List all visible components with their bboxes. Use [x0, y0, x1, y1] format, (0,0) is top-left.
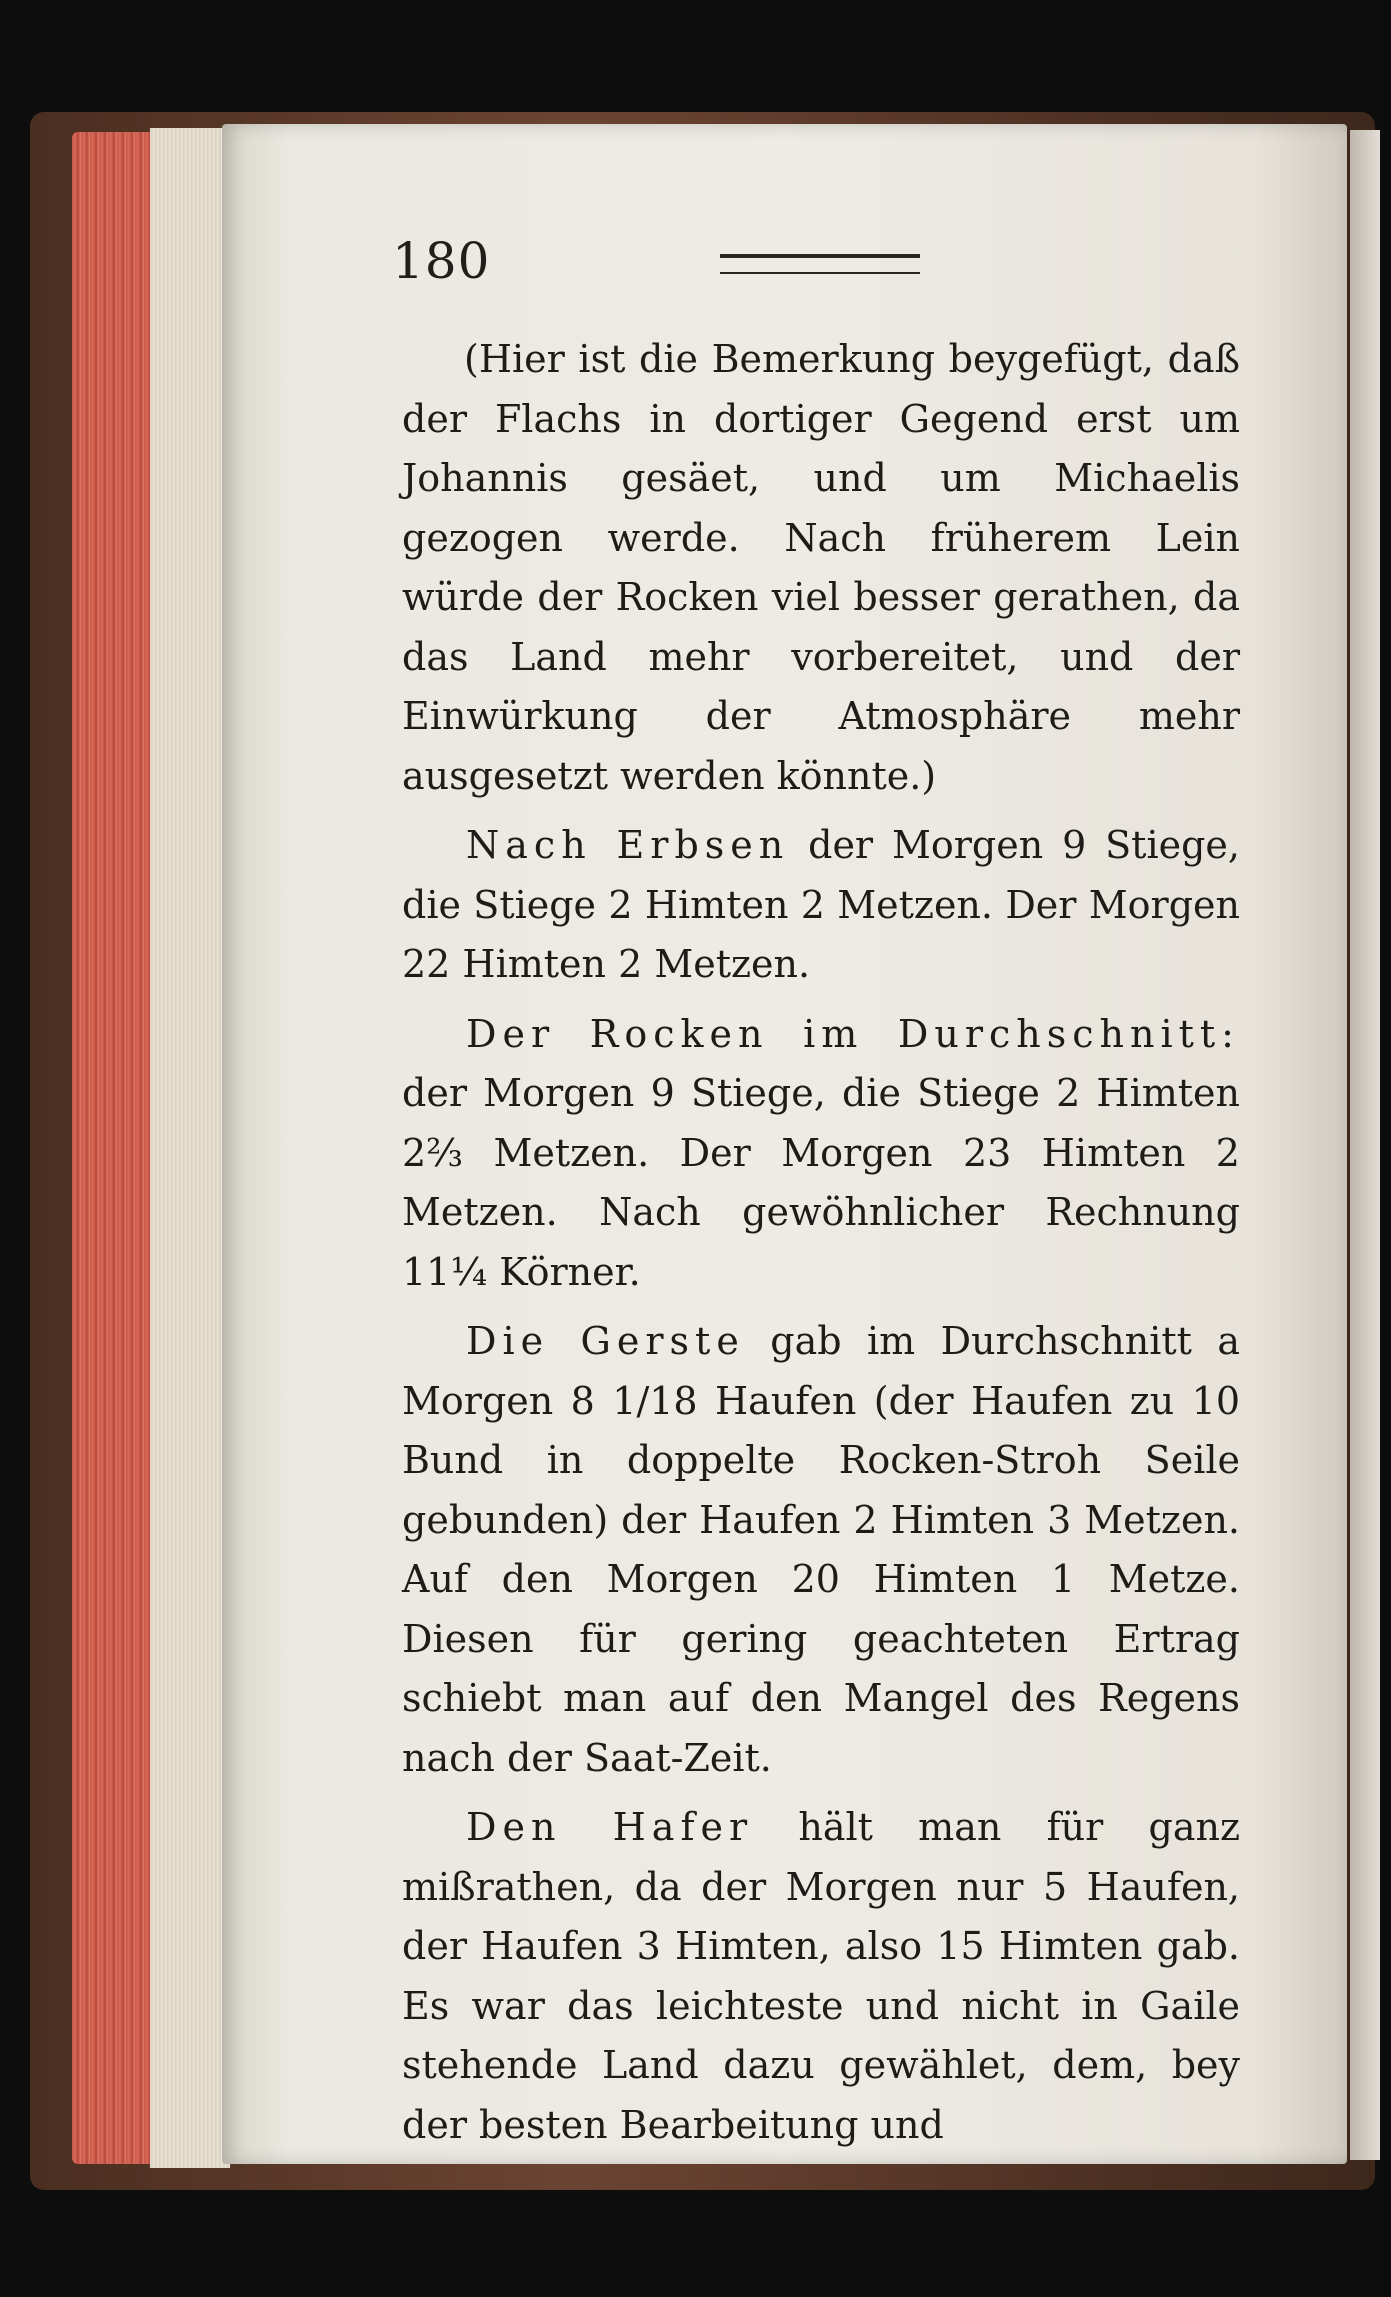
- paragraph-3: [402, 1005, 1240, 1303]
- page-stack: [150, 128, 230, 2168]
- paragraph-text: der Morgen 9 Stiege, die Stiege 2 Himten 2⅔ Metzen. Der Morgen 23 Himten 2 Metzen. Nach gewöhnlicher Rechnung 11¼ Körner.: [402, 1071, 1240, 1294]
- paragraph-5: [402, 1798, 1240, 2155]
- paragraph-2: [402, 816, 1240, 995]
- page-number: 180: [392, 232, 491, 290]
- body-text: [402, 330, 1240, 2155]
- header-rule: [720, 254, 920, 274]
- paragraph-4: [402, 1312, 1240, 1788]
- paragraph-text: der Morgen 9 Stiege, die Stiege 2 Himten 2 Metzen. Der Morgen 22 Himten 2 Metzen.: [402, 823, 1240, 986]
- paragraph-1: [402, 330, 1240, 806]
- paragraph-lead: Der Rocken im Durchschnitt:: [466, 1011, 1240, 1056]
- paragraph-text: gab im Durchschnitt a Morgen 8 1/18 Haufen (der Haufen zu 10 Bund in doppelte Rocken-Stroh Seile gebunden) der Haufen 2 Himten 3 Metzen. Auf den Morgen 20 Himten 1 Metze. Diesen für gering geachteten Ertrag schiebt man auf den Mangel des Regens nach der Saat-Zeit.: [402, 1319, 1240, 1780]
- paragraph-lead: Die Gerste: [466, 1319, 745, 1363]
- paragraph-lead: Den Hafer: [466, 1805, 754, 1849]
- paragraph-text: (Hier ist die Bemerkung beygefügt, daß der Flachs in dortiger Gegend erst um Johannis gesäet, und um Michaelis gezogen werde. Nach früherem Lein würde der Rocken viel besser gerathen, da das Land mehr vorbereitet, und der Einwürkung der Atmosphäre mehr ausgesetzt werden könnte.): [402, 337, 1240, 798]
- paragraph-lead: Nach Erbsen: [466, 823, 790, 867]
- paragraph-text: hält man für ganz mißrathen, da der Morgen nur 5 Haufen, der Haufen 3 Himten, also 15 Himten gab. Es war das leichteste und nicht in Gaile stehende Land dazu gewählet, dem, bey der besten Bearbeitung und: [402, 1805, 1240, 2147]
- facing-page-edge: [1350, 130, 1380, 2160]
